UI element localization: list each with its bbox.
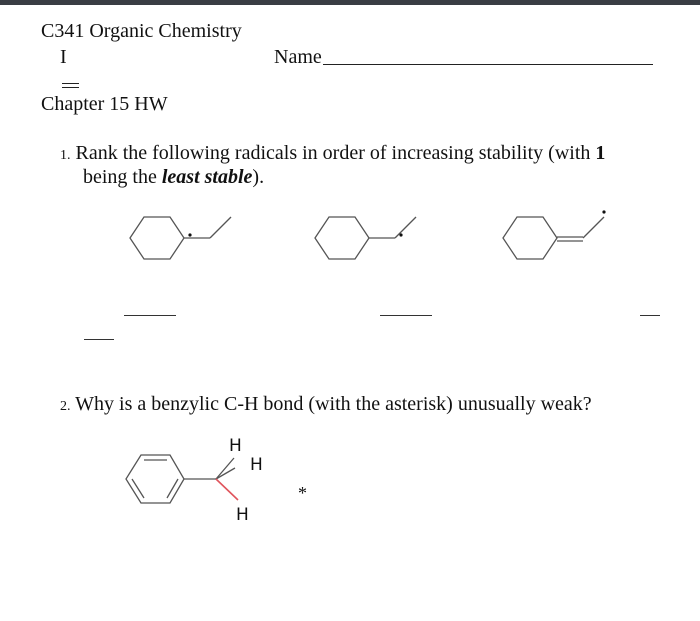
asterisk-marker: * — [298, 483, 307, 503]
radical-3-structure — [493, 208, 623, 272]
short-double-bar — [62, 83, 79, 88]
rank-blank-4[interactable] — [84, 339, 114, 340]
question-2-text: Why is a benzylic C-H bond (with the asterisk) unusually weak? — [75, 393, 592, 415]
rank-blank-1[interactable] — [124, 315, 176, 316]
question-2 — [60, 393, 592, 416]
course-roman-numeral: I — [60, 46, 67, 68]
hydrogen-top: H — [229, 436, 242, 456]
course-title: C341 Organic Chemistry — [41, 20, 242, 42]
top-bar — [0, 0, 700, 5]
question-1-least-stable: least stable — [161, 166, 253, 188]
name-blank-line[interactable] — [323, 64, 653, 65]
radical-2-structure — [305, 208, 435, 272]
rank-blank-2[interactable] — [380, 315, 432, 316]
hydrogen-right: H — [250, 455, 263, 475]
question-1-text-line2-start: being the — [83, 166, 162, 188]
radical-1-structure — [120, 208, 250, 272]
rank-blank-3[interactable] — [640, 315, 660, 316]
question-1-line-2 — [83, 166, 264, 189]
benzyl-structure — [118, 432, 278, 528]
question-1-number: 1. — [60, 148, 71, 163]
chapter-heading: Chapter 15 HW — [41, 93, 168, 115]
question-1-line-1 — [60, 142, 605, 165]
question-2-number: 2. — [60, 399, 71, 414]
question-1-text-start: Rank the following radicals in order of increasing stability (with — [75, 142, 596, 164]
hydrogen-bottom: H — [236, 505, 249, 525]
question-1-bold-one: 1 — [595, 142, 606, 164]
question-1-text-end: ). — [252, 166, 265, 188]
name-label: Name — [274, 46, 322, 68]
